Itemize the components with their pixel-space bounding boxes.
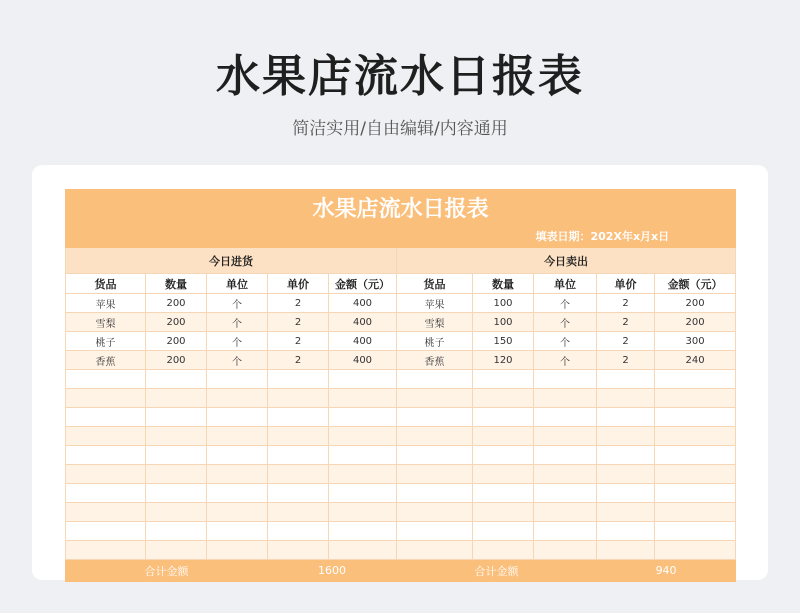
- table-cell[interactable]: [397, 465, 473, 484]
- table-row: [66, 370, 736, 389]
- table-cell[interactable]: 雪梨: [66, 313, 146, 332]
- table-cell[interactable]: [534, 541, 597, 560]
- table-cell[interactable]: [534, 446, 597, 465]
- table-cell[interactable]: 个: [534, 313, 597, 332]
- table-cell[interactable]: [329, 370, 397, 389]
- table-cell[interactable]: [329, 389, 397, 408]
- table-cell[interactable]: [146, 541, 207, 560]
- table-row: [66, 522, 736, 541]
- table-cell[interactable]: [597, 389, 655, 408]
- table-cell[interactable]: [534, 522, 597, 541]
- column-header: 单位: [207, 274, 268, 294]
- table-cell[interactable]: [146, 465, 207, 484]
- table-cell[interactable]: [473, 541, 534, 560]
- column-header: 金额（元）: [329, 274, 397, 294]
- table-cell[interactable]: 苹果: [66, 294, 146, 313]
- table-cell[interactable]: 个: [207, 332, 268, 351]
- table-cell[interactable]: [397, 427, 473, 446]
- sheet-card: [32, 165, 768, 580]
- table-cell[interactable]: [655, 408, 736, 427]
- table-cell[interactable]: [534, 427, 597, 446]
- table-cell[interactable]: [597, 522, 655, 541]
- table-cell[interactable]: 100: [473, 313, 534, 332]
- column-header: 数量: [473, 274, 534, 294]
- table-cell[interactable]: 200: [655, 313, 736, 332]
- table-cell[interactable]: 300: [655, 332, 736, 351]
- table-cell[interactable]: [146, 389, 207, 408]
- table-cell[interactable]: [534, 408, 597, 427]
- table-cell[interactable]: [207, 370, 268, 389]
- table-cell[interactable]: [655, 541, 736, 560]
- table-cell[interactable]: 200: [146, 294, 207, 313]
- table-cell[interactable]: [397, 408, 473, 427]
- column-header: 单价: [597, 274, 655, 294]
- table-cell[interactable]: [534, 389, 597, 408]
- table-cell[interactable]: [146, 522, 207, 541]
- table-cell[interactable]: 2: [268, 313, 329, 332]
- column-header: 数量: [146, 274, 207, 294]
- table-cell[interactable]: [329, 408, 397, 427]
- table-cell[interactable]: 桃子: [66, 332, 146, 351]
- table-cell[interactable]: [66, 408, 146, 427]
- table-cell[interactable]: [207, 484, 268, 503]
- table-cell[interactable]: [66, 484, 146, 503]
- table-cell[interactable]: [146, 408, 207, 427]
- table-cell[interactable]: [473, 427, 534, 446]
- table-cell[interactable]: [66, 446, 146, 465]
- page-title: 水果店流水日报表: [216, 51, 584, 102]
- table-cell[interactable]: 200: [146, 332, 207, 351]
- table-cell[interactable]: [146, 427, 207, 446]
- table-cell[interactable]: [66, 503, 146, 522]
- table-cell[interactable]: [207, 522, 268, 541]
- table-cell[interactable]: 个: [207, 313, 268, 332]
- table-cell[interactable]: [329, 446, 397, 465]
- table-cell[interactable]: [146, 370, 207, 389]
- table-cell[interactable]: 2: [597, 313, 655, 332]
- table-row: [66, 408, 736, 427]
- table-cell[interactable]: [473, 522, 534, 541]
- table-cell[interactable]: 2: [268, 294, 329, 313]
- table-cell[interactable]: [329, 484, 397, 503]
- table-cell[interactable]: 120: [473, 351, 534, 370]
- table-cell[interactable]: [397, 484, 473, 503]
- table-cell[interactable]: [397, 370, 473, 389]
- table-cell[interactable]: [268, 370, 329, 389]
- table-cell[interactable]: [268, 484, 329, 503]
- table-row: [66, 332, 736, 351]
- table-cell[interactable]: [66, 522, 146, 541]
- table-cell[interactable]: [655, 503, 736, 522]
- table-row: [66, 389, 736, 408]
- table-cell[interactable]: [268, 389, 329, 408]
- table-cell[interactable]: [597, 465, 655, 484]
- table-cell[interactable]: 150: [473, 332, 534, 351]
- table-cell[interactable]: [268, 522, 329, 541]
- table-cell[interactable]: [655, 389, 736, 408]
- table-cell[interactable]: 200: [146, 313, 207, 332]
- table-cell[interactable]: 2: [597, 294, 655, 313]
- table-cell[interactable]: [473, 408, 534, 427]
- table-cell[interactable]: 400: [329, 313, 397, 332]
- table-cell[interactable]: [146, 484, 207, 503]
- table-row: [66, 541, 736, 560]
- table-cell[interactable]: 2: [268, 332, 329, 351]
- table-cell[interactable]: [473, 503, 534, 522]
- table-cell[interactable]: [146, 503, 207, 522]
- table-cell[interactable]: 400: [329, 351, 397, 370]
- table-cell[interactable]: [207, 389, 268, 408]
- table-cell[interactable]: [66, 541, 146, 560]
- table-cell[interactable]: [329, 503, 397, 522]
- table-row: [66, 446, 736, 465]
- table-cell[interactable]: [207, 503, 268, 522]
- table-cell[interactable]: [66, 427, 146, 446]
- table-row: [66, 503, 736, 522]
- table-cell[interactable]: [66, 370, 146, 389]
- table-cell[interactable]: [655, 484, 736, 503]
- page-subtitle: 简洁实用/自由编辑/内容通用: [292, 119, 508, 139]
- table-cell[interactable]: [655, 370, 736, 389]
- table-cell[interactable]: [329, 522, 397, 541]
- column-header: 单价: [268, 274, 329, 294]
- table-cell[interactable]: 个: [534, 332, 597, 351]
- sheet-title: 水果店流水日报表: [66, 190, 736, 225]
- table-cell[interactable]: [597, 370, 655, 389]
- table-cell[interactable]: [268, 408, 329, 427]
- table-cell[interactable]: [534, 484, 597, 503]
- table-cell[interactable]: [473, 389, 534, 408]
- table-cell[interactable]: [397, 522, 473, 541]
- table-row: [66, 313, 736, 332]
- section-sold: 今日卖出: [397, 248, 736, 274]
- total-incoming-label: 合计金额: [66, 560, 268, 582]
- table-cell[interactable]: [473, 484, 534, 503]
- table-cell[interactable]: [397, 503, 473, 522]
- section-incoming: 今日进货: [66, 248, 397, 274]
- table-cell[interactable]: [207, 408, 268, 427]
- table-cell[interactable]: 雪梨: [397, 313, 473, 332]
- column-header: 单位: [534, 274, 597, 294]
- table-cell[interactable]: [66, 389, 146, 408]
- table-cell[interactable]: [534, 503, 597, 522]
- table-cell[interactable]: [268, 427, 329, 446]
- table-cell[interactable]: 个: [207, 294, 268, 313]
- table-cell[interactable]: [268, 503, 329, 522]
- table-cell[interactable]: [655, 522, 736, 541]
- table-cell[interactable]: [66, 465, 146, 484]
- table-cell[interactable]: [597, 427, 655, 446]
- table-cell[interactable]: [207, 446, 268, 465]
- table-cell[interactable]: [207, 427, 268, 446]
- column-header: 货品: [397, 274, 473, 294]
- table-cell[interactable]: [534, 370, 597, 389]
- table-cell[interactable]: [207, 541, 268, 560]
- table-cell[interactable]: [268, 541, 329, 560]
- table-row: [66, 427, 736, 446]
- table-cell[interactable]: 100: [473, 294, 534, 313]
- table-cell[interactable]: 200: [655, 294, 736, 313]
- table-cell[interactable]: [655, 427, 736, 446]
- fill-date: 填表日期：202X年x月x日: [66, 225, 736, 248]
- column-header: 金额（元）: [655, 274, 736, 294]
- table-cell[interactable]: [397, 389, 473, 408]
- table-cell[interactable]: [473, 446, 534, 465]
- column-header: 货品: [66, 274, 146, 294]
- table-cell[interactable]: [534, 465, 597, 484]
- table-cell[interactable]: 香蕉: [397, 351, 473, 370]
- table-cell[interactable]: 个: [534, 351, 597, 370]
- table-cell[interactable]: [597, 503, 655, 522]
- table-cell[interactable]: [207, 465, 268, 484]
- table-cell[interactable]: [397, 446, 473, 465]
- table-row: [66, 484, 736, 503]
- table-cell[interactable]: [597, 408, 655, 427]
- table-cell[interactable]: [473, 370, 534, 389]
- total-row: [66, 560, 736, 582]
- table-cell[interactable]: [268, 465, 329, 484]
- table-cell[interactable]: 个: [207, 351, 268, 370]
- total-sold-value: 940: [597, 560, 736, 582]
- table-cell[interactable]: 2: [597, 332, 655, 351]
- table-cell[interactable]: [655, 446, 736, 465]
- table-row: [66, 294, 736, 313]
- total-sold-label: 合计金额: [397, 560, 597, 582]
- table-cell[interactable]: [473, 465, 534, 484]
- report-table: [65, 189, 736, 582]
- table-cell[interactable]: 苹果: [397, 294, 473, 313]
- table-row: [66, 465, 736, 484]
- table-cell[interactable]: [597, 541, 655, 560]
- table-cell[interactable]: [329, 427, 397, 446]
- total-incoming-value: 1600: [268, 560, 397, 582]
- table-cell[interactable]: [146, 446, 207, 465]
- table-cell[interactable]: 个: [534, 294, 597, 313]
- table-cell[interactable]: 2: [268, 351, 329, 370]
- table-cell[interactable]: 400: [329, 332, 397, 351]
- table-cell[interactable]: [397, 541, 473, 560]
- table-cell[interactable]: [597, 484, 655, 503]
- table-cell[interactable]: 400: [329, 294, 397, 313]
- table-cell[interactable]: 200: [146, 351, 207, 370]
- table-cell[interactable]: [655, 465, 736, 484]
- table-row: [66, 351, 736, 370]
- table-cell[interactable]: [329, 541, 397, 560]
- table-cell[interactable]: 桃子: [397, 332, 473, 351]
- table-cell[interactable]: 240: [655, 351, 736, 370]
- table-cell[interactable]: [329, 465, 397, 484]
- table-cell[interactable]: [268, 446, 329, 465]
- table-cell[interactable]: [597, 446, 655, 465]
- table-cell[interactable]: 2: [597, 351, 655, 370]
- table-cell[interactable]: 香蕉: [66, 351, 146, 370]
